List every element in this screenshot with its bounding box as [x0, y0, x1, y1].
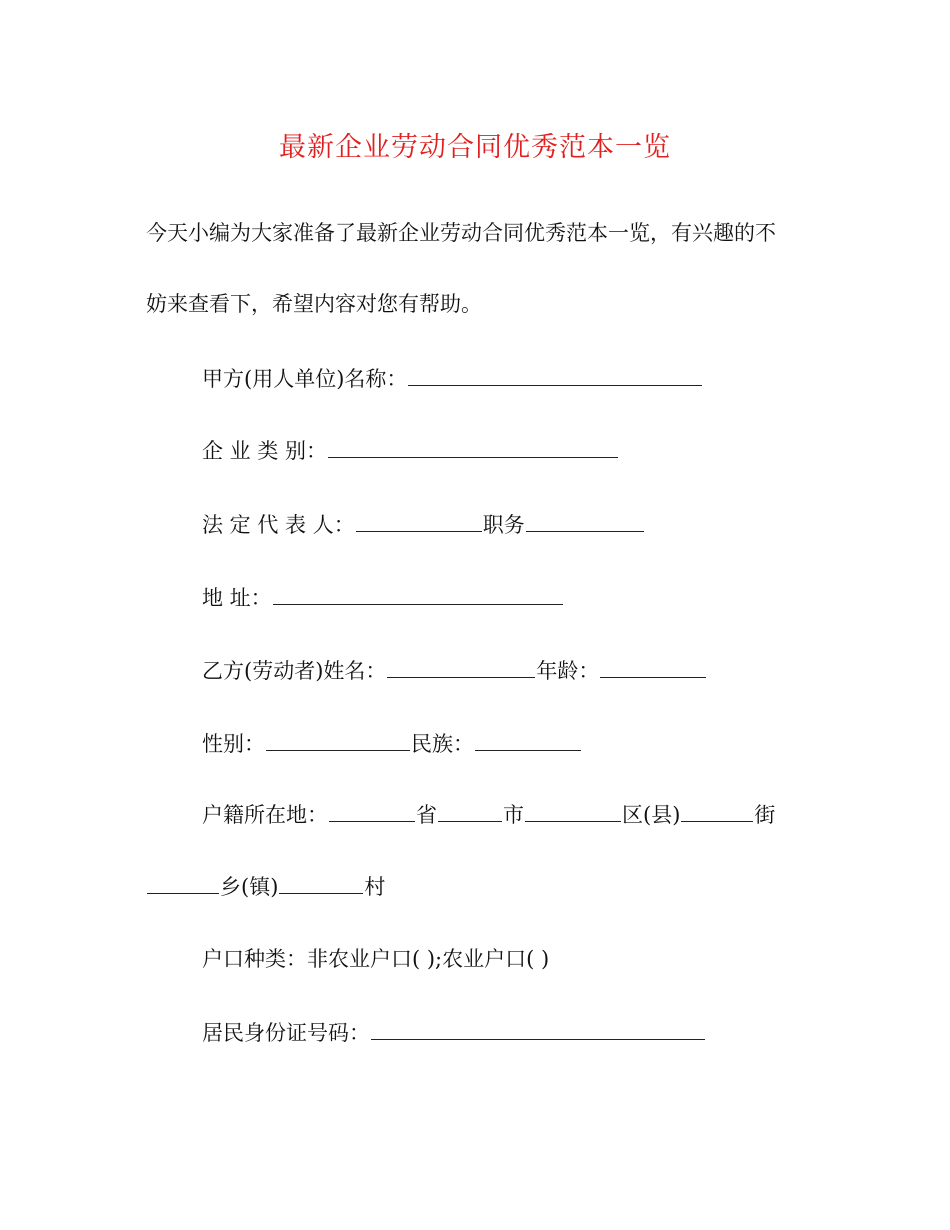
city-label: 市 — [503, 803, 524, 827]
legal-rep-label: 法 定 代 表 人： — [202, 513, 355, 537]
ethnicity-label: 民族： — [411, 732, 474, 756]
legal-rep-blank[interactable] — [356, 510, 482, 532]
household-location-label: 户籍所在地： — [202, 803, 328, 827]
intro-line-1: 今天小编为大家准备了最新企业劳动合同优秀范本一览，有兴趣的不 — [146, 221, 776, 245]
party-a-name-label: 甲方(用人单位)名称： — [202, 367, 408, 391]
enterprise-type-label: 企 业 类 别： — [202, 439, 328, 463]
city-blank[interactable] — [438, 800, 502, 822]
document-title: 最新企业劳动合同优秀范本一览 — [279, 132, 671, 163]
village-blank[interactable] — [279, 872, 363, 894]
intro-line-2: 妨来查看下，希望内容对您有帮助。 — [146, 292, 482, 316]
address-label: 地 址： — [202, 586, 272, 610]
position-blank[interactable] — [526, 510, 644, 532]
id-number-blank[interactable] — [371, 1018, 705, 1040]
address-row — [202, 583, 564, 613]
enterprise-type-blank[interactable] — [328, 436, 618, 458]
street-blank[interactable] — [681, 800, 753, 822]
township-label: 乡(镇) — [220, 875, 279, 899]
street-label: 街 — [754, 803, 776, 827]
legal-rep-row — [202, 510, 645, 540]
province-blank[interactable] — [329, 800, 415, 822]
party-b-name-label: 乙方(劳动者)姓名： — [202, 659, 387, 683]
party-a-name-row — [202, 364, 703, 394]
party-a-name-blank[interactable] — [408, 364, 702, 386]
ethnicity-blank[interactable] — [475, 729, 581, 751]
id-number-label: 居民身份证号码： — [202, 1021, 370, 1045]
household-location-row — [202, 800, 775, 830]
position-label: 职务 — [482, 513, 525, 537]
id-number-row — [202, 1018, 706, 1048]
party-b-name-blank[interactable] — [387, 656, 535, 678]
address-blank[interactable] — [273, 583, 563, 605]
gender-blank[interactable] — [266, 729, 410, 751]
gender-label: 性别： — [202, 732, 265, 756]
district-blank[interactable] — [525, 800, 621, 822]
enterprise-type-row — [202, 436, 619, 466]
gender-row — [202, 729, 582, 759]
age-label: 年龄： — [536, 659, 600, 683]
township-blank[interactable] — [147, 872, 219, 894]
province-label: 省 — [416, 803, 437, 827]
age-blank[interactable] — [600, 656, 706, 678]
household-type-row: 户口种类：非农业户口( );农业户口( ) — [202, 947, 550, 971]
household-location-row-2 — [146, 872, 385, 902]
party-b-name-row — [202, 656, 707, 686]
district-label: 区(县) — [622, 803, 681, 827]
village-label: 村 — [364, 875, 386, 899]
